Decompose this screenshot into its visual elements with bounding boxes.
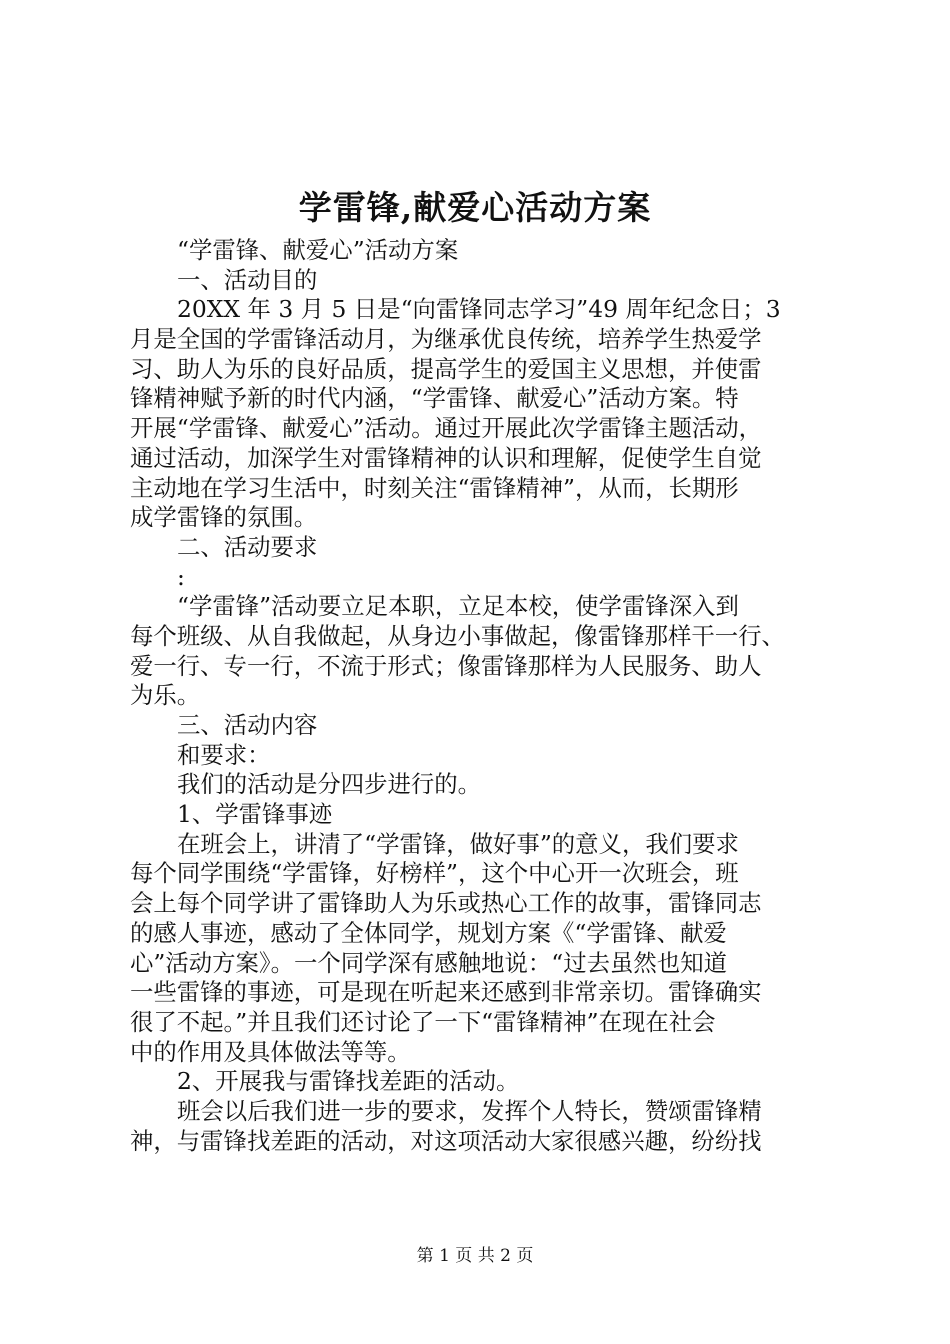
body-line: 爱一行、专一行，不流于形式；像雷锋那样为人民服务、助人 [130, 651, 762, 680]
body-line: 每个班级、从自我做起，从身边小事做起，像雷锋那样干一行、 [130, 621, 785, 650]
body-line: 三、活动内容 [177, 711, 318, 739]
body-line: 通过活动，加深学生对雷锋精神的认识和理解，促使学生自觉 [130, 443, 762, 472]
body-line: 每个同学围绕“学雷锋，好榜样”，这个中心开一次班会，班 [130, 859, 739, 888]
body-line: 一、活动目的 [177, 265, 318, 294]
body-line: : [177, 562, 185, 591]
body-line: 我们的活动是分四步进行的。 [177, 770, 482, 799]
body-line: 会上每个同学讲了雷锋助人为乐或热心工作的故事，雷锋同志 [130, 889, 762, 918]
body-line: 20XX 年 3 月 5 日是“向雷锋同志学习”49 周年纪念日；3 [177, 295, 781, 324]
body-line: 和要求： [177, 740, 271, 769]
body-line: 1、学雷锋事迹 [177, 800, 333, 829]
body-line: 一些雷锋的事迹，可是现在听起来还感到非常亲切。雷锋确实 [130, 978, 762, 1007]
body-line: 很了不起。”并且我们还讨论了一下“雷锋精神”在现在社会 [130, 1007, 716, 1036]
body-line: 成学雷锋的氛围。 [130, 503, 318, 532]
body-line: 心”活动方案》。一个同学深有感触地说：“过去虽然也知道 [130, 948, 727, 977]
body-line: 主动地在学习生活中，时刻关注“雷锋精神”，从而，长期形 [130, 473, 739, 502]
body-line: 锋精神赋予新的时代内涵，“学雷锋、献爱心”活动方案。特 [130, 384, 739, 413]
body-line: 2、开展我与雷锋找差距的活动。 [177, 1067, 520, 1096]
body-line: 中的作用及具体做法等等。 [130, 1037, 411, 1066]
body-line: 月是全国的学雷锋活动月，为继承优良传统，培养学生热爱学 [130, 325, 762, 354]
body-line: 二、活动要求 [177, 532, 318, 561]
body-line: 在班会上，讲清了“学雷锋，做好事”的意义，我们要求 [177, 829, 739, 858]
body-line: 习、助人为乐的良好品质，提高学生的爱国主义思想，并使雷 [130, 354, 762, 383]
body-line: “学雷锋、献爱心”活动方案 [177, 236, 459, 264]
body-line: 为乐。 [130, 681, 201, 710]
body-line: “学雷锋”活动要立足本职，立足本校，使学雷锋深入到 [177, 592, 739, 621]
page-footer: 第 1 页 共 2 页 [416, 1246, 534, 1266]
body-line: 班会以后我们进一步的要求，发挥个人特长，赞颂雷锋精 [177, 1096, 762, 1125]
document-body [130, 236, 828, 1156]
document-title: 学雷锋,献爱心活动方案 [298, 188, 652, 227]
body-line: 神，与雷锋找差距的活动，对这项活动大家很感兴趣，纷纷找 [130, 1126, 762, 1155]
body-line: 开展“学雷锋、献爱心”活动。通过开展此次学雷锋主题活动， [130, 414, 763, 443]
body-line: 的感人事迹，感动了全体同学，规划方案《“学雷锋、献爱 [130, 918, 727, 947]
